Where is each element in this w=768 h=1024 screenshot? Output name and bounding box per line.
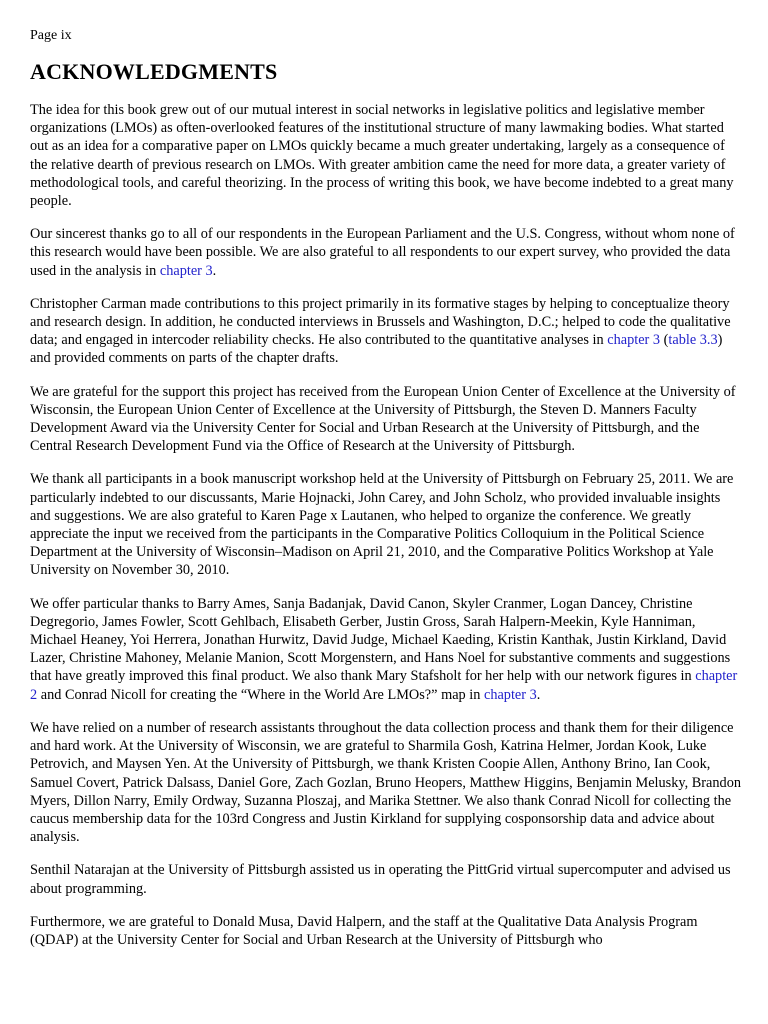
paragraph-thanks bbox=[30, 595, 742, 704]
page-number-label: Page ix bbox=[30, 28, 72, 43]
paragraph-funding: We are grateful for the support this project has received from the European Union Center of Excellence at the University of Wisconsin, the European Union Center of Excellence at the University of Pittsburgh, the Steven D. Manners Faculty Development Award via the University Center for Social and Urban Research at the University of Pittsburgh, and the Central Research Development Fund via the Office of Research at the University of Pittsburgh. bbox=[30, 383, 736, 455]
paragraph-pittgrid: Senthil Natarajan at the University of Pittsburgh assisted us in operating the PittGrid virtual supercomputer and advised us about programming. bbox=[30, 862, 731, 897]
chapter-3-link[interactable]: chapter 3 bbox=[607, 332, 661, 349]
paragraph-text: ) and provided comments on parts of the chapter drafts. bbox=[30, 332, 723, 367]
paragraph-text: . bbox=[212, 262, 217, 279]
document-page bbox=[30, 0, 742, 949]
paragraph-origin: The idea for this book grew out of our mutual interest in social networks in legislative politics and legislative member organizations (LMOs) as often-overlooked features of the institutional structure of many lawmaking bodies. What started out as an idea for a comparative paper on LMOs quickly became a much greater undertaking, largely as a consequence of the relative dearth of previous research on LMOs. With greater ambition came the need for more data, a greater variety of methodological tools, and careful theorizing. In the process of writing this book, we have become indebted to a great many people. bbox=[30, 102, 734, 210]
paragraph-text: Christopher Carman made contributions to this project primarily in its formative stages by helping to conceptualize theory and research design. In addition, he conducted interviews in Brussels and Washington, D.C.; helped to code the qualitative data; and engaged in intercoder reliability checks. He also contributed to the quantitative analyses in bbox=[30, 295, 731, 349]
paragraph-text: . bbox=[536, 686, 541, 703]
paragraph-respondents bbox=[30, 225, 742, 280]
paragraph-qdap: Furthermore, we are grateful to Donald Musa, David Halpern, and the staff at the Qualitative Data Analysis Program (QDAP) at the University Center for Social and Urban Research at the University of Pittsburgh who bbox=[30, 913, 698, 948]
chapter-2-link[interactable]: chapter 2 bbox=[30, 668, 738, 703]
paragraph-text: and Conrad Nicoll for creating the “Where in the World Are LMOs?” map in bbox=[37, 686, 484, 703]
paragraph-research-assistants: We have relied on a number of research assistants throughout the data collection process and thank them for their diligence and hard work. At the University of Wisconsin, we are grateful to Sharmila Gosh, Katrina Helmer, Jordan Kook, Luke Petrovich, and Maysen Yen. At the University of Pittsburgh, we thank Kristen Coopie Allen, Anthony Brino, Ian Cook, Samuel Covert, Patrick Dalsass, Daniel Gore, Zach Gozlan, Bruno Heopers, Matthew Higgins, Benjamin Melusky, Brandon Myers, Dillon Narry, Emily Ordway, Suzanna Ploszaj, and Marika Stettner. We also thank Conrad Nicoll for collecting the caucus membership data for the 103rd Congress and Justin Kirkland for supplying cosponsorship data and advice about analysis. bbox=[30, 719, 741, 846]
page-title: ACKNOWLEDGMENTS bbox=[30, 59, 278, 84]
paragraph-workshop: We thank all participants in a book manuscript workshop held at the University of Pittsburgh on February 25, 2011. We are particularly indebted to our discussants, Marie Hojnacki, John Carey, and John Scholz, who provided invaluable insights and suggestions. We are also grateful to Karen Page x Lautanen, who helped to organize the conference. We greatly appreciate the input we received from the participants in the Comparative Politics Colloquium in the Political Science Department at the University of Wisconsin–Madison on April 21, 2010, and the Comparative Politics Workshop at Yale University on November 30, 2010. bbox=[30, 471, 734, 579]
chapter-3-link[interactable]: chapter 3 bbox=[483, 686, 537, 703]
paragraph-text: Our sincerest thanks go to all of our respondents in the European Parliament and the U.S. Congress, without whom none of this research would have been possible. We are also grateful to all respondents to our expert survey, who provided the data used in the analysis in bbox=[30, 226, 735, 279]
chapter-3-link[interactable]: chapter 3 bbox=[159, 262, 213, 279]
table-3-3-link[interactable]: table 3.3 bbox=[668, 332, 718, 349]
paragraph-carman bbox=[30, 295, 742, 368]
paragraph-text: ( bbox=[660, 332, 669, 349]
paragraph-text: We offer particular thanks to Barry Ames, Sanja Badanjak, David Canon, Skyler Cranmer, Logan Dancey, Christine Degregorio, James Fowler, Scott Gehlbach, Elisabeth Gerber, Justin Gross, Sarah Halpern-Meekin, Kyle Hanniman, Michael Heaney, Yoi Herrera, Jonathan Hurwitz, David Judge, Michael Kaeding, Kristin Kanthak, Justin Kirkland, David Lazer, Christine Mahoney, Melanie Manion, Scott Morgenstern, and Hans Noel for substantive comments and suggestions that have greatly improved this final product. We also thank Mary Stafsholt for her help with our network figures in bbox=[30, 595, 731, 685]
